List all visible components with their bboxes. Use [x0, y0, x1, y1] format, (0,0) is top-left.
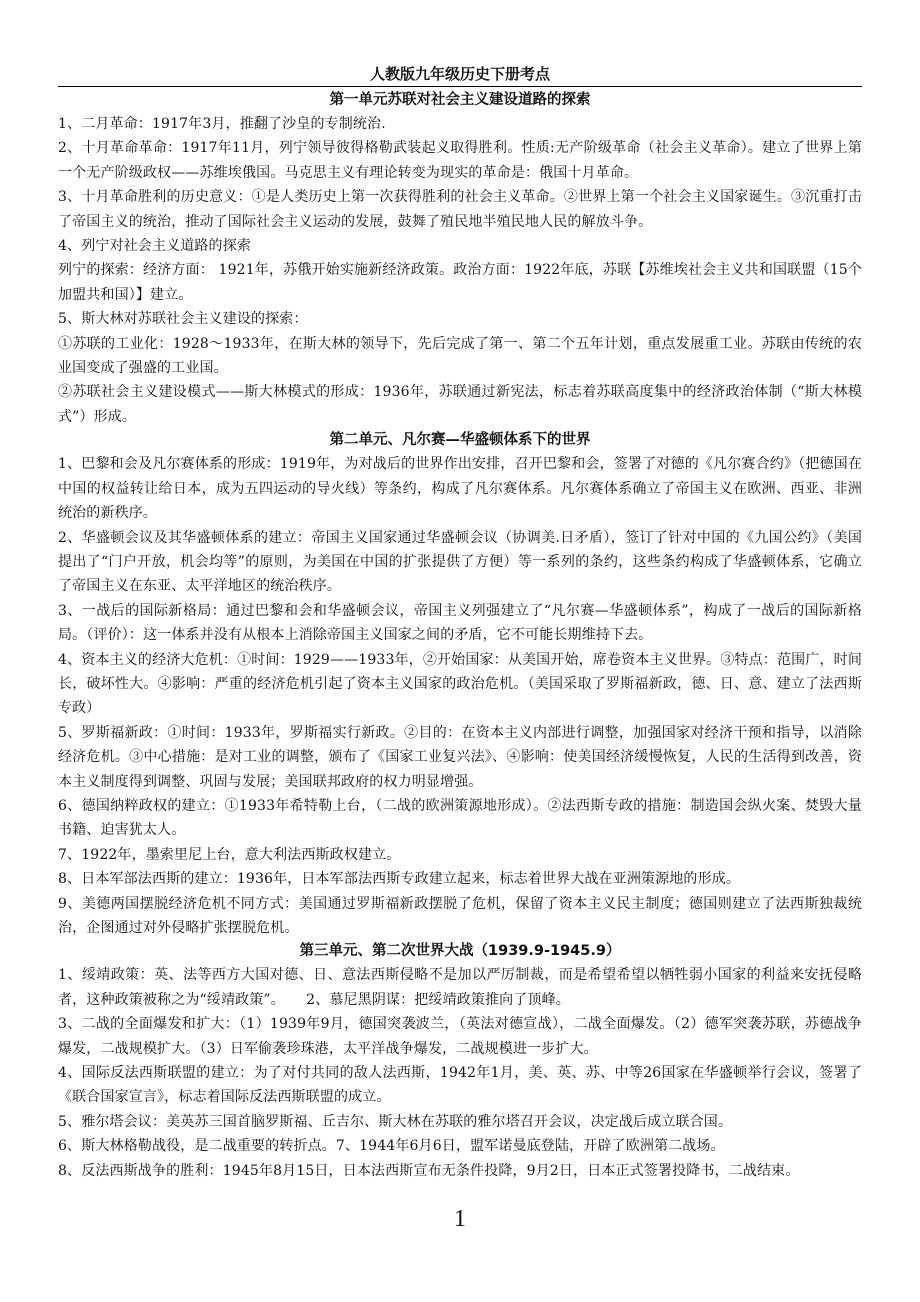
paragraph: 9、美德两国摆脱经济危机不同方式：美国通过罗斯福新政摆脱了危机，保留了资本主义民主制度；德国则建立了法西斯独裁统治，企图通过对外侵略扩张摆脱危机。: [58, 895, 862, 936]
paragraph: 1、巴黎和会及凡尔赛体系的形成：1919年，为对战后的世界作出安排，召开巴黎和会，签署了对德的《凡尔赛合约》（把德国在中国的权益转让给日本，成为五四运动的导火线）等条约，构成了凡尔赛体系。凡尔赛体系确立了帝国主义在欧洲、西亚、非洲统治的新秩序。: [58, 456, 862, 522]
paragraph: ①苏联的工业化：1928～1933年，在斯大林的领导下，先后完成了第一、第二个五年计划，重点发展重工业。苏联由传统的农业国变成了强盛的工业国。: [58, 335, 862, 377]
unit-heading: 第二单元、凡尔赛—华盛顿体系下的世界: [329, 432, 591, 449]
paragraph: 列宁的探索：经济方面： 1921年，苏俄开始实施新经济政策。政治方面：1922年底，苏联【苏维埃社会主义共和国联盟（15个加盟共和国）】建立。: [58, 262, 862, 303]
paragraph: 1、绥靖政策：英、法等西方大国对德、日、意法西斯侵略不是加以严厉制裁，而是希望希望以牺牲弱小国家的利益来安抚侵略者，这种政策被称之为“绥靖政策”。 2、慕尼黑阴谋：把绥靖政策推向了顶峰。: [58, 967, 862, 1008]
paragraph: 8、日本军部法西斯的建立：1936年，日本军部法西斯专政建立起来，标志着世界大战在亚洲策源地的形成。: [58, 871, 741, 888]
paragraph: 5、雅尔塔会议：美英苏三国首脑罗斯福、丘吉尔、斯大林在苏联的雅尔塔召开会议，决定战后成立联合国。: [58, 1113, 733, 1130]
unit-3: [58, 940, 862, 1183]
paragraph: ②苏联社会主义建设模式——斯大林模式的形成：1936年，苏联通过新宪法，标志着苏联高度集中的经济政治体制（“斯大林模式”）形成。: [58, 384, 862, 425]
paragraph: 4、列宁对社会主义道路的探索: [58, 238, 252, 255]
paragraph: 6、德国纳粹政权的建立：①1933年希特勒上台，（二战的欧洲策源地形成）。②法西斯专政的措施：制造国会纵火案、焚毁大量书籍、迫害犹太人。: [58, 797, 862, 839]
title-underline: [58, 86, 862, 87]
document-title: 人教版九年级历史下册考点: [369, 65, 550, 83]
paragraph: 8、反法西斯战争的胜利：1945年8月15日，日本法西斯宣布无条件投降，9月2日，日本正式签署投降书，二战结束。: [58, 1162, 800, 1179]
unit-2: [58, 429, 862, 940]
paragraph: 3、一战后的国际新格局：通过巴黎和会和华盛顿会议，帝国主义列强建立了“凡尔赛—华盛顿体系”，构成了一战后的国际新格局。（评价）：这一体系并没有从根本上消除帝国主义国家之间的矛盾，它不可能长期维持下去。: [58, 602, 862, 644]
paragraph: 3、十月革命胜利的历史意义：①是人类历史上第一次获得胜利的社会主义革命。②世界上第一个社会主义国家诞生。③沉重打击了帝国主义的统治，推动了国际社会主义运动的发展，鼓舞了殖民地半殖民地人民的解放斗争。: [58, 189, 862, 230]
paragraph: 6、斯大林格勒战役，是二战重要的转折点。7、1944年6月6日，盟军诺曼底登陆，开辟了欧洲第二战场。: [58, 1138, 725, 1155]
paragraph: 7、1922年，墨索里尼上台，意大利法西斯政权建立。: [58, 846, 401, 863]
paragraph: 2、华盛顿会议及其华盛顿体系的建立：帝国主义国家通过华盛顿会议（协调美.日矛盾），签订了针对中国的《九国公约》（美国提出了“门户开放，机会均等”的原则，为美国在中国的扩张提供了方便）等一系列的条约，这些条约构成了华盛顿体系，它确立了帝国主义在东亚、太平洋地区的统治秩序。: [58, 529, 862, 595]
paragraph: 4、资本主义的经济大危机：①时间：1929——1933年，②开始国家：从美国开始，席卷资本主义世界。③特点：范围广，时间长，破坏性大。④影响：严重的经济危机引起了资本主义国家的政治危机。（美国采取了罗斯福新政，德、日、意、建立了法西斯专政）: [58, 651, 862, 717]
unit-heading: 第三单元、第二次世界大战（1939.9-1945.9）: [299, 943, 621, 960]
paragraph: 1、二月革命：1917年3月，推翻了沙皇的专制统治.: [58, 116, 386, 132]
paragraph: 4、国际反法西斯联盟的建立：为了对付共同的敌人法西斯，1942年1月，美、英、苏、中等26国家在华盛顿举行会议，签署了《联合国家宣言》，标志着国际反法西斯联盟的成立。: [58, 1065, 862, 1106]
unit-heading: 第一单元苏联对社会主义建设道路的探索: [329, 92, 591, 108]
unit-1: [58, 89, 862, 429]
page-number: 1: [454, 1206, 466, 1232]
paragraph: 2、十月革命革命：1917年11月，列宁领导彼得格勒武装起义取得胜利。性质:无产阶级革命（社会主义革命）。建立了世界上第一个无产阶级政权——苏维埃俄国。马克思主义有理论转变为现实的革命是：俄国十月革命。: [58, 140, 862, 181]
paragraph: 5、罗斯福新政：①时间：1933年，罗斯福实行新政。②目的：在资本主义内部进行调整，加强国家对经济干预和指导，以消除经济危机。③中心措施：是对工业的调整，颁布了《国家工业复兴法》、④影响：使美国经济缓慢恢复，人民的生活得到改善，资本主义制度得到调整、巩固与发展；美国联邦政府的权力明显增强。: [58, 724, 862, 790]
document-page: [58, 62, 862, 1183]
paragraph: 5、斯大林对苏联社会主义建设的探索：: [58, 311, 308, 328]
paragraph: 3、二战的全面爆发和扩大：（1）1939年9月，德国突袭波兰，（英法对德宣战），二战全面爆发。（2）德军突袭苏联，苏德战争爆发，二战规模扩大。（3）日军偷袭珍珠港，太平洋战争爆发，二战规模进一步扩大。: [58, 1016, 862, 1057]
